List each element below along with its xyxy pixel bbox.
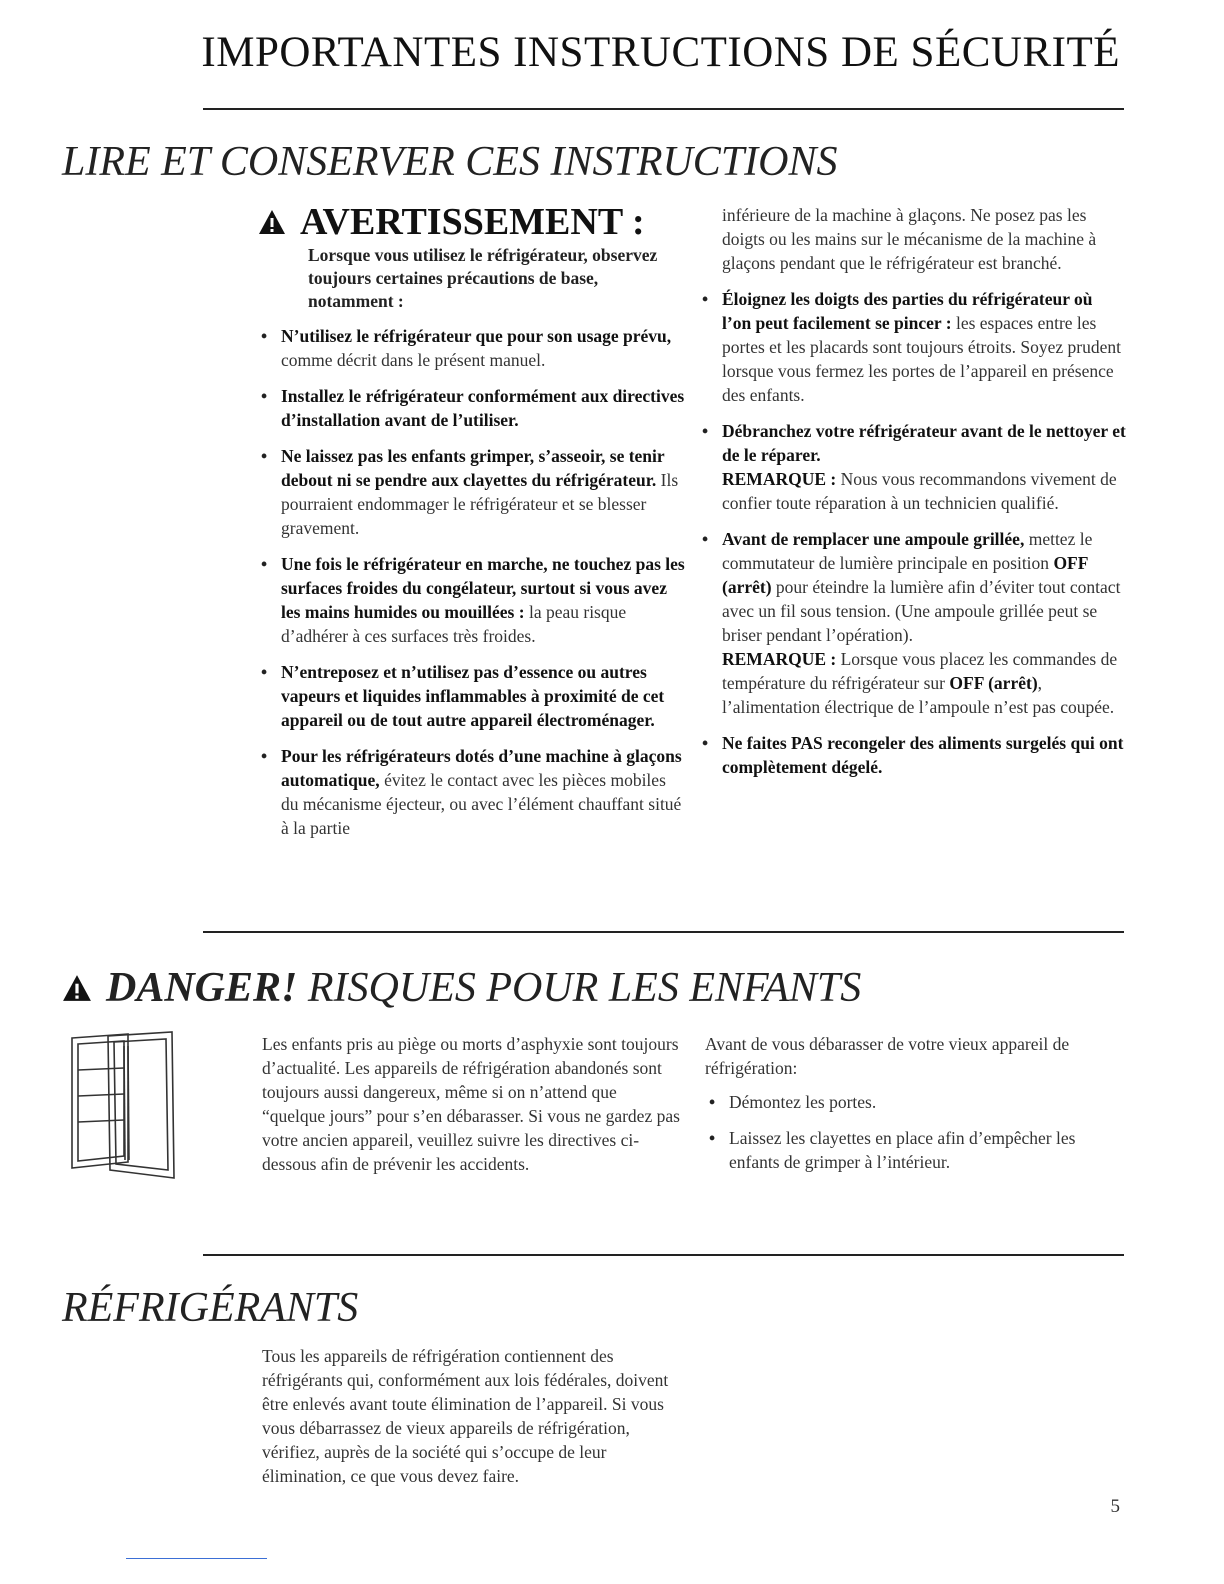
list-item: • Éloignez les doigts des parties du réfrigérateur où l’on peut facilement se pincer : les espaces entre les portes et les placards sont toujours étroits. Soyez prudent lorsque vous fermez les portes de l’appareil en présence des enfants.: [698, 287, 1126, 407]
section-title-refrigerants: RÉFRIGÉRANTS: [62, 1285, 359, 1331]
warning-triangle-icon: [258, 209, 286, 235]
warning-title: AVERTISSEMENT :: [300, 201, 645, 243]
danger-right-intro: Avant de vous débarasser de votre vieux appareil de réfrigération:: [705, 1034, 1070, 1078]
section-divider: [203, 931, 1124, 933]
list-item: • Démontez les portes.: [705, 1090, 1130, 1114]
list-item: • Laissez les clayettes en place afin d’empêcher les enfants de grimper à l’intérieur.: [705, 1126, 1130, 1174]
list-item-continuation: inférieure de la machine à glaçons. Ne posez pas les doigts ou les mains sur le mécanisme de la machine à glaçons pendant que le réfrigérateur est branché.: [722, 205, 1097, 273]
warning-list-right: [698, 203, 1126, 791]
list-item: • N’entreposez et n’utilisez pas d’essence ou autres vapeurs et liquides inflammables à proximité de cet appareil ou de tout autre appareil électroménager.: [257, 660, 685, 732]
danger-instructions: [705, 1032, 1130, 1186]
warning-list-left: [257, 324, 685, 852]
list-item: • N’utilisez le réfrigérateur que pour son usage prévu, comme décrit dans le présent manuel.: [257, 324, 685, 372]
refrigerants-paragraph: Tous les appareils de réfrigération contiennent des réfrigérants qui, conformément aux lois fédérales, doivent être enlevés avant toute élimination de l’appareil. Si vous vous débarrassez de vieux appareils de réfrigération, vérifiez, auprès de la société qui s’occupe de leur élimination, ce que vous devez faire.: [262, 1346, 669, 1486]
page-number: 5: [1110, 1496, 1120, 1517]
danger-title-bold: DANGER!: [106, 965, 298, 1011]
list-item: • Débranchez votre réfrigérateur avant de le nettoyer et de le réparer. REMARQUE : Nous vous recommandons vivement de confier toute réparation à un technicien qualifié.: [698, 419, 1126, 515]
section-divider: [203, 1254, 1124, 1256]
danger-paragraph: Les enfants pris au piège ou morts d’asphyxie sont toujours d’actualité. Les appareils de réfrigération abandonés sont toujours aussi dangereux, même si on n’attend que “quelque jours” pour s’en débarasser. Si vous ne gardez pas votre ancien appareil, veuillez suivre les directives ci-dessous afin de prévenir les accidents.: [262, 1034, 680, 1174]
warning-heading: [258, 200, 645, 244]
list-item: • Pour les réfrigérateurs dotés d’une machine à glaçons automatique, évitez le contact avec les pièces mobiles du mécanisme éjecteur, ou avec l’élément chauffant situé à la partie: [257, 744, 685, 840]
list-item: • Une fois le réfrigérateur en marche, ne touchez pas les surfaces froides du congélateur, surtout si vous avez les mains humides ou mouillées : la peau risque d’adhérer à ces surfaces très froides.: [257, 552, 685, 648]
danger-title-rest: RISQUES POUR LES ENFANTS: [297, 965, 862, 1011]
footer-line: [126, 1558, 267, 1559]
warning-intro: Lorsque vous utilisez le réfrigérateur, observez toujours certaines précautions de base, notamment :: [308, 245, 658, 311]
warning-triangle-icon: [62, 974, 92, 1002]
danger-heading: [62, 964, 861, 1012]
list-item: • Ne faites PAS recongeler des aliments surgelés qui ont complètement dégelé.: [698, 731, 1126, 779]
page-header-title: IMPORTANTES INSTRUCTIONS DE SÉCURITÉ: [201, 29, 1120, 76]
list-item: • Avant de remplacer une ampoule grillée, mettez le commutateur de lumière principale en position OFF (arrêt) pour éteindre la lumière afin d’éviter tout contact avec un fil sous tension. (Une ampoule grillée peut se briser pendant l’opération). REMARQUE : Lorsque vous placez les commandes de température du réfrigérateur sur OFF (arrêt), l’alimentation électrique de l’ampoule n’est pas coupée.: [698, 527, 1126, 719]
header-divider: [203, 108, 1124, 110]
section-title-read-keep: LIRE ET CONSERVER CES INSTRUCTIONS: [62, 139, 838, 185]
list-item: • Installez le réfrigérateur conformément aux directives d’installation avant de l’utiliser.: [257, 384, 685, 432]
list-item: • Ne laissez pas les enfants grimper, s’asseoir, se tenir debout ni se pendre aux clayettes du réfrigérateur. Ils pourraient endommager le réfrigérateur et se blesser gravement.: [257, 444, 685, 540]
refrigerator-illustration: [68, 1030, 180, 1180]
